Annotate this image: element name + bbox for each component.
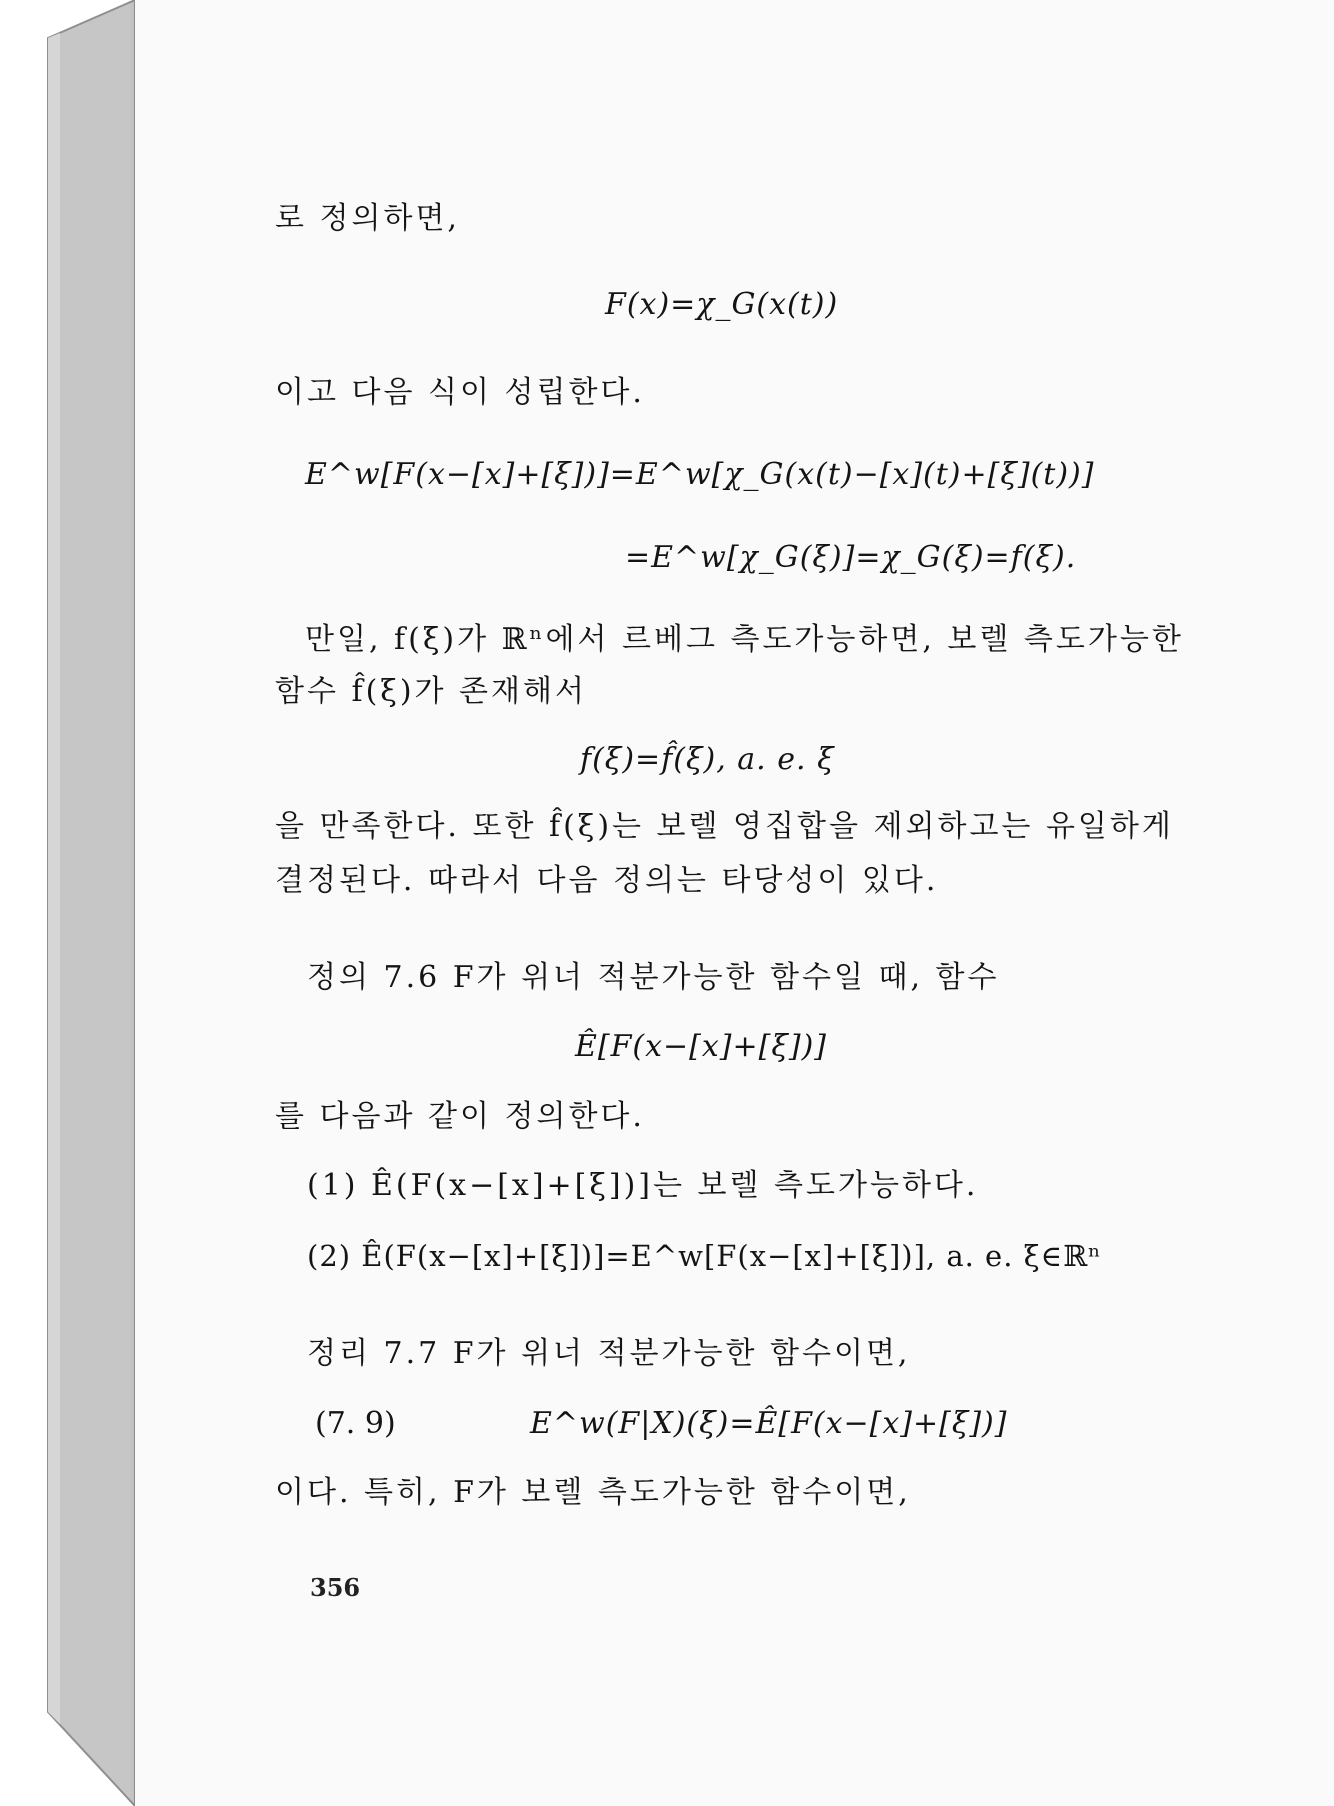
equation-line: =E^w[χ_G(ξ)]=χ_G(ξ)=f(ξ).	[625, 540, 1077, 575]
equation-line: Ê[F(x−[x]+[ξ])]	[575, 1029, 827, 1064]
list-item: (1) Ê(F(x−[x]+[ξ])]는 보렐 측도가능하다.	[307, 1168, 979, 1203]
equation-line: E^w(F|X)(ξ)=Ê[F(x−[x]+[ξ])]	[530, 1406, 1008, 1441]
text-line: 를 다음과 같이 정의한다.	[275, 1099, 645, 1134]
theorem-heading: 정리 7.7 F가 위너 적분가능한 함수이면,	[307, 1336, 911, 1371]
text-line: 이다. 특히, F가 보렐 측도가능한 함수이면,	[275, 1475, 911, 1510]
definition-heading: 정의 7.6 F가 위너 적분가능한 함수일 때, 함수	[307, 960, 1000, 995]
text-line: 함수 f̂(ξ)가 존재해서	[275, 674, 587, 709]
text-line: 만일, f(ξ)가 ℝⁿ에서 르베그 측도가능하면, 보렐 측도가능한	[305, 622, 1184, 657]
equation-line: f(ξ)=f̂(ξ), a. e. ξ	[580, 742, 835, 777]
list-item: (2) Ê(F(x−[x]+[ξ])]=E^w[F(x−[x]+[ξ])], a. e. ξ∈ℝⁿ	[307, 1239, 1102, 1273]
equation-line: F(x)=χ_G(x(t))	[605, 287, 839, 322]
text-line: 을 만족한다. 또한 f̂(ξ)는 보렐 영집합을 제외하고는 유일하게	[275, 809, 1174, 844]
book-page	[135, 0, 1334, 1806]
equation-line: E^w[F(x−[x]+[ξ])]=E^w[χ_G(x(t)−[x](t)+[ξ](t))]	[305, 457, 1095, 492]
text-line: 결정된다. 따라서 다음 정의는 타당성이 있다.	[275, 863, 939, 898]
page-number: 356	[310, 1573, 361, 1602]
text-line: 이고 다음 식이 성립한다.	[275, 375, 645, 410]
text-line: 로 정의하면,	[275, 201, 460, 236]
equation-number: (7. 9)	[315, 1406, 396, 1441]
